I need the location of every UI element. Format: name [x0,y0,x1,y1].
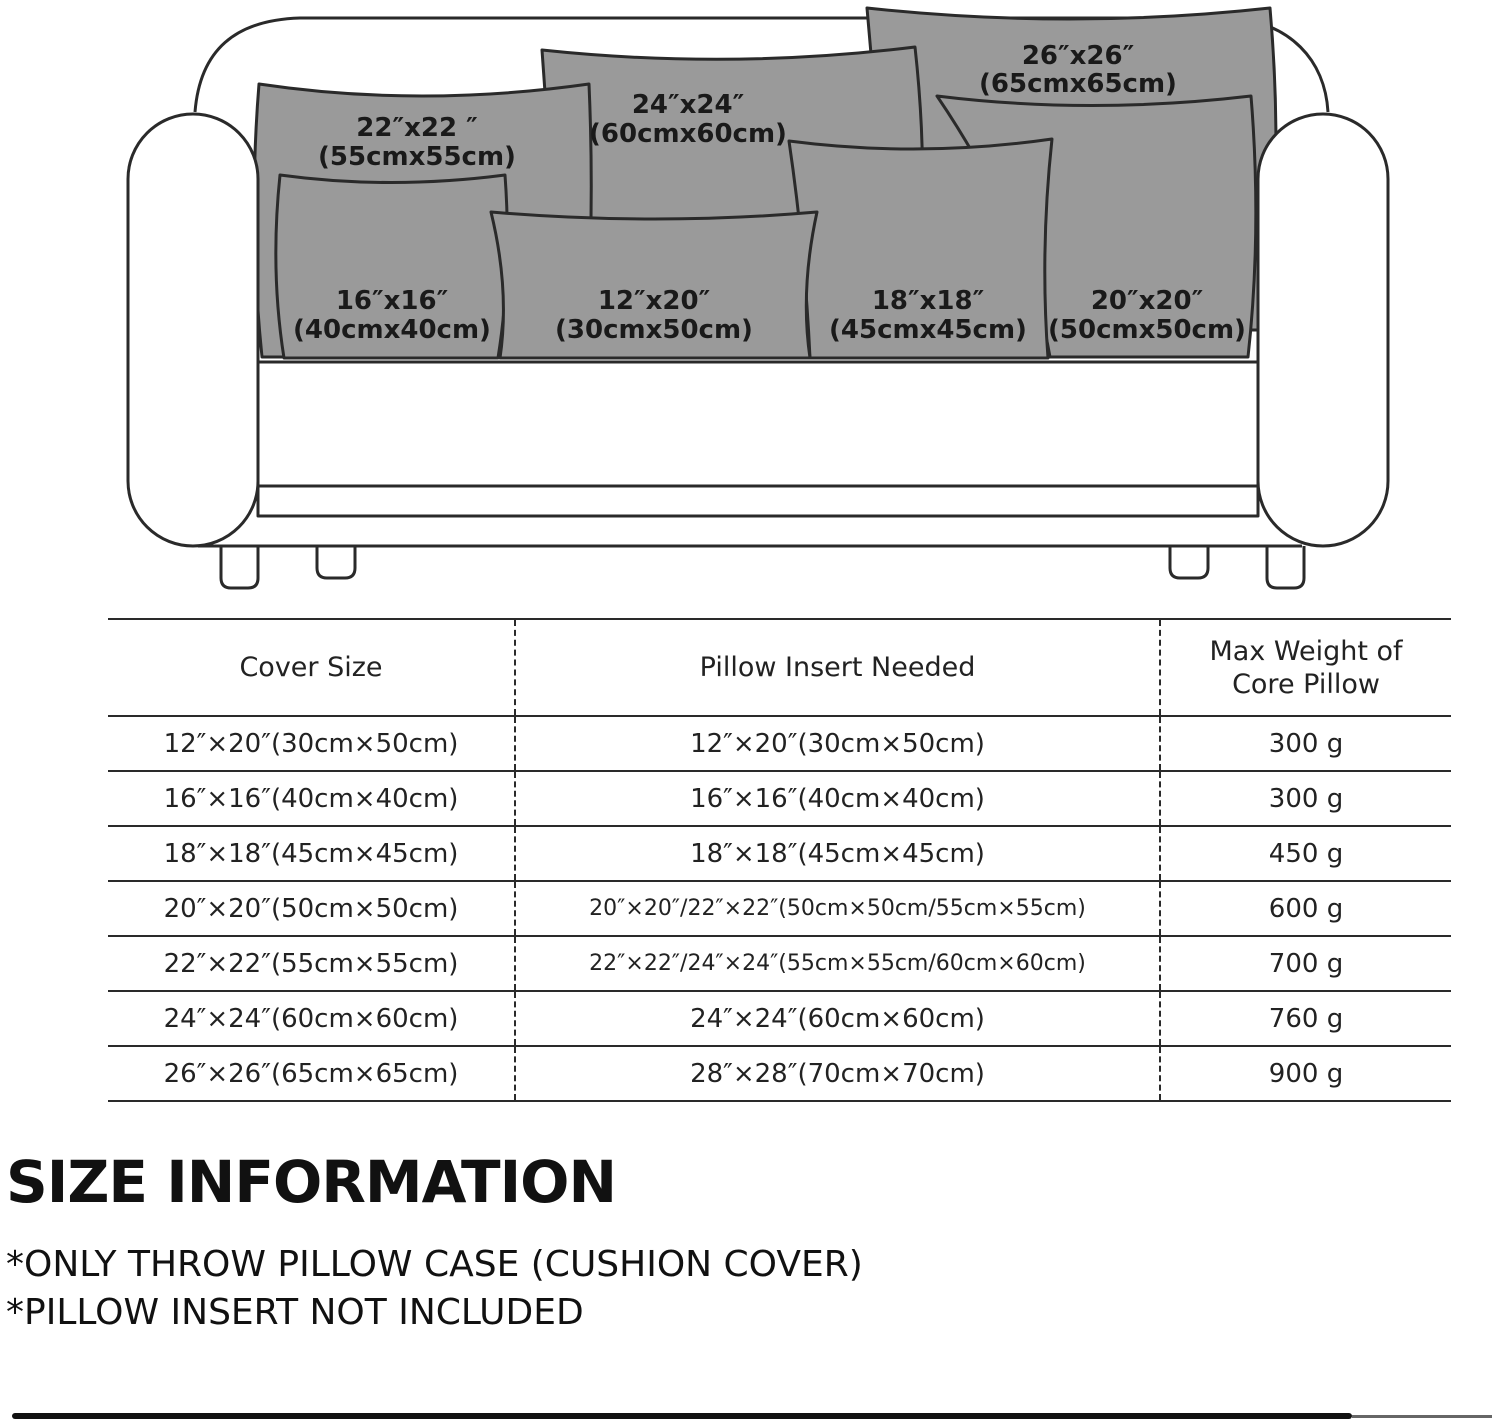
pillow-18-size: 18″x18″ [871,286,985,316]
pillow-16-metric: (40cmx40cm) [293,315,491,345]
table-row [108,1046,1451,1101]
pillow-20-size: 20″x20″ [1090,286,1204,316]
cell-max-weight: 700 g [1268,948,1344,979]
cell-pillow-insert: 22″×22″/24″×24″(55cm×55cm/60cm×60cm) [515,936,1160,991]
pillow-24-metric: (60cmx60cm) [589,119,787,149]
pillow-20-metric: (50cmx50cm) [1048,315,1246,345]
cell-cover-size: 22″×22″(55cm×55cm) [108,936,515,991]
header-cover-size: Cover Size [108,619,515,716]
table-row [108,936,1451,991]
cell-max-weight: 900 g [1268,1058,1344,1089]
cell-max-weight: 450 g [1268,838,1344,869]
sofa-diagram [0,0,1500,600]
table-row [108,716,1451,771]
sofa-arm-left [128,114,258,546]
bottom-divider [12,1413,1352,1419]
pillow-26-metric: (65cmx65cm) [979,69,1177,99]
pillow-12x20-metric: (30cmx50cm) [555,315,753,345]
cell-max-weight: 760 g [1268,1003,1344,1034]
cell-pillow-insert: 12″×20″(30cm×50cm) [515,716,1160,771]
header-pillow-insert: Pillow Insert Needed [515,619,1160,716]
cell-cover-size: 16″×16″(40cm×40cm) [108,771,515,826]
pillow-26-size: 26″x26″ [1021,41,1135,71]
pillow-16-size: 16″x16″ [335,286,449,316]
cell-pillow-insert: 24″×24″(60cm×60cm) [515,991,1160,1046]
note-cover-only: *ONLY THROW PILLOW CASE (CUSHION COVER) [6,1244,863,1285]
table-row [108,771,1451,826]
table-row [108,826,1451,881]
sofa-leg-4 [1267,546,1304,588]
pillow-22-size: 22″x22 ″ [356,113,478,143]
cell-cover-size: 26″×26″(65cm×65cm) [108,1046,515,1101]
table-row [108,991,1451,1046]
cell-pillow-insert: 28″×28″(70cm×70cm) [515,1046,1160,1101]
cell-max-weight: 300 g [1268,728,1344,759]
cell-cover-size: 12″×20″(30cm×50cm) [108,716,515,771]
pillow-18-metric: (45cmx45cm) [829,315,1027,345]
cell-pillow-insert: 18″×18″(45cm×45cm) [515,826,1160,881]
size-table [108,618,1451,1102]
cell-pillow-insert: 20″×20″/22″×22″(50cm×50cm/55cm×55cm) [515,881,1160,936]
note-insert-not-included: *PILLOW INSERT NOT INCLUDED [6,1292,584,1333]
table-header-row [108,619,1451,716]
cell-cover-size: 24″×24″(60cm×60cm) [108,991,515,1046]
sofa-leg-1 [221,546,258,588]
header-max-weight: Max Weight of Core Pillow [1209,635,1403,700]
pillow-22-metric: (55cmx55cm) [318,142,516,172]
sofa-seat [258,362,1258,486]
pillow-12x20-size: 12″x20″ [597,286,711,316]
cell-max-weight: 300 g [1268,783,1344,814]
sofa-arm-right [1258,114,1388,546]
pillow-24-size: 24″x24″ [631,90,745,120]
sofa-leg-3 [1170,546,1208,578]
table-row [108,881,1451,936]
cell-cover-size: 18″×18″(45cm×45cm) [108,826,515,881]
cell-max-weight: 600 g [1268,893,1344,924]
cell-pillow-insert: 16″×16″(40cm×40cm) [515,771,1160,826]
sofa-leg-2 [317,546,355,578]
size-information-heading: SIZE INFORMATION [6,1148,617,1216]
cell-cover-size: 20″×20″(50cm×50cm) [108,881,515,936]
bottom-divider-end [1352,1415,1492,1418]
